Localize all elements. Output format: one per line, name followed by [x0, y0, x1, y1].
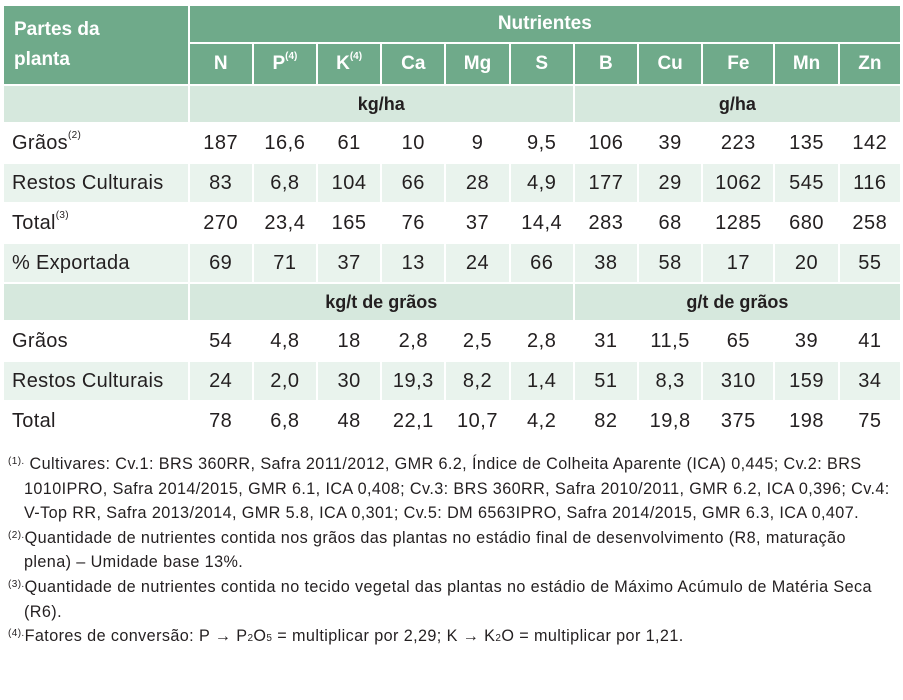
table-cell: 283 [574, 203, 638, 243]
table-cell: 78 [189, 401, 253, 441]
table-cell: 22,1 [381, 401, 445, 441]
table-cell: 51 [574, 361, 638, 401]
row-label-text: Grãos [12, 131, 68, 154]
element-symbol: Zn [858, 53, 882, 74]
table-cell: 34 [839, 361, 901, 401]
element-symbol: Mn [792, 53, 821, 74]
unit-spacer [4, 283, 189, 321]
row-footnote-ref: (2) [67, 129, 82, 141]
element-header-k [317, 43, 381, 85]
table-cell: 159 [774, 361, 838, 401]
table-cell: 38 [574, 243, 638, 283]
table-cell: 8,2 [445, 361, 509, 401]
element-symbol: Fe [727, 53, 750, 74]
table-cell: 4,2 [510, 401, 574, 441]
nutrient-table-figure [0, 6, 903, 646]
table-cell: 37 [317, 243, 381, 283]
element-header-zn [839, 43, 901, 85]
table-cell: 1062 [702, 163, 774, 203]
element-symbol: Ca [401, 53, 426, 74]
row-label [4, 163, 189, 203]
row-label [4, 243, 189, 283]
unit-spacer [4, 85, 189, 123]
table-cell: 75 [839, 401, 901, 441]
table-cell: 187 [189, 123, 253, 163]
footnote-1 [8, 452, 898, 526]
table-cell: 9,5 [510, 123, 574, 163]
table-cell: 4,9 [510, 163, 574, 203]
table-cell: 2,8 [510, 321, 574, 361]
row-footnote-ref: (3) [55, 209, 69, 221]
row-label-text: Restos Culturais [12, 171, 164, 194]
unit-row-2 [4, 283, 901, 321]
table-cell: 142 [839, 123, 901, 163]
row-label [4, 361, 189, 401]
row-label-text: Restos Culturais [12, 369, 164, 392]
row-label-text: Grãos [12, 329, 68, 352]
table-row [4, 321, 901, 361]
table-cell: 223 [702, 123, 774, 163]
table-cell: 37 [445, 203, 509, 243]
table-cell: 165 [317, 203, 381, 243]
table-cell: 19,8 [638, 401, 702, 441]
table-cell: 198 [774, 401, 838, 441]
table-cell: 4,8 [253, 321, 317, 361]
row-label [4, 321, 189, 361]
element-footnote-ref: (4) [285, 51, 298, 62]
table-cell: 8,3 [638, 361, 702, 401]
table-cell: 61 [317, 123, 381, 163]
table-cell: 29 [638, 163, 702, 203]
unit-macro-1: kg/ha [189, 85, 574, 123]
element-header-p [253, 43, 317, 85]
footnote-4 [8, 624, 898, 649]
table-cell: 2,8 [381, 321, 445, 361]
footnote-4-sub-p2: 2 [247, 633, 254, 645]
header-partes [4, 6, 189, 85]
table-cell: 76 [381, 203, 445, 243]
unit-macro-2: kg/t de grãos [189, 283, 574, 321]
element-header-s [510, 43, 574, 85]
element-symbol: P [272, 53, 286, 74]
table-cell: 66 [381, 163, 445, 203]
table-cell: 1,4 [510, 361, 574, 401]
table-cell: 1285 [702, 203, 774, 243]
table-row [4, 361, 901, 401]
table-cell: 13 [381, 243, 445, 283]
table-cell: 6,8 [253, 163, 317, 203]
footnotes [8, 452, 898, 649]
footnote-4-text-a: Fatores de conversão: P → P [24, 627, 248, 646]
table-cell: 83 [189, 163, 253, 203]
table-cell: 17 [702, 243, 774, 283]
element-header-fe [702, 43, 774, 85]
footnote-4-text-c: O = multiplicar por 1,21. [501, 627, 684, 646]
element-symbol: N [213, 53, 228, 74]
footnote-4-number: (4). [8, 628, 25, 640]
table-cell: 14,4 [510, 203, 574, 243]
table-cell: 31 [574, 321, 638, 361]
table-cell: 39 [774, 321, 838, 361]
row-label-text: % Exportada [12, 251, 130, 274]
row-label [4, 123, 189, 163]
footnote-3-text: Quantidade de nutrientes contida no tecido vegetal das plantas no estádio de Máximo Acúmulo de Matéria Seca (R6). [24, 577, 872, 621]
element-symbol: Cu [657, 53, 683, 74]
footnote-4-sub-k2: 2 [495, 633, 502, 645]
table-cell: 135 [774, 123, 838, 163]
table-cell: 65 [702, 321, 774, 361]
table-cell: 9 [445, 123, 509, 163]
footnote-3 [8, 575, 898, 624]
unit-row-1 [4, 85, 901, 123]
table-cell: 28 [445, 163, 509, 203]
table-row [4, 401, 901, 441]
table-row [4, 203, 901, 243]
table-cell: 680 [774, 203, 838, 243]
header-nutrientes: Nutrientes [189, 6, 901, 43]
table-cell: 41 [839, 321, 901, 361]
footnote-4-text-o: O [253, 627, 267, 646]
table-cell: 30 [317, 361, 381, 401]
table-cell: 23,4 [253, 203, 317, 243]
element-header-mg [445, 43, 509, 85]
footnote-1-number: (1). [8, 456, 25, 467]
element-header-mn [774, 43, 838, 85]
table-row [4, 243, 901, 283]
element-symbol: K [336, 53, 350, 74]
table-cell: 39 [638, 123, 702, 163]
table-cell: 24 [445, 243, 509, 283]
table-cell: 66 [510, 243, 574, 283]
table-cell: 55 [839, 243, 901, 283]
table-cell: 68 [638, 203, 702, 243]
table-cell: 58 [638, 243, 702, 283]
table-cell: 10,7 [445, 401, 509, 441]
table-cell: 106 [574, 123, 638, 163]
footnote-4-text-b: = multiplicar por 2,29; K → K [272, 627, 496, 646]
row-label-text: Total [12, 211, 56, 234]
footnote-4-sub-o5: 5 [266, 633, 273, 645]
table-cell: 18 [317, 321, 381, 361]
table-cell: 270 [189, 203, 253, 243]
table-row [4, 163, 901, 203]
footnote-2-text: Quantidade de nutrientes contida nos grãos das plantas no estádio final de desenvolvimento (R8, maturação plena) – Umidade base 13%. [24, 528, 846, 572]
table-cell: 48 [317, 401, 381, 441]
element-header-cu [638, 43, 702, 85]
table-cell: 2,5 [445, 321, 509, 361]
element-symbol: Mg [463, 53, 492, 74]
table-cell: 375 [702, 401, 774, 441]
header-partes-label: Partes da planta [14, 19, 100, 70]
table-cell: 11,5 [638, 321, 702, 361]
table-cell: 116 [839, 163, 901, 203]
table-cell: 71 [253, 243, 317, 283]
table-cell: 310 [702, 361, 774, 401]
row-label-text: Total [12, 409, 56, 432]
table-cell: 104 [317, 163, 381, 203]
table-cell: 545 [774, 163, 838, 203]
table-cell: 19,3 [381, 361, 445, 401]
table-cell: 2,0 [253, 361, 317, 401]
footnote-2 [8, 526, 898, 575]
element-header-ca [381, 43, 445, 85]
row-label [4, 401, 189, 441]
table-cell: 6,8 [253, 401, 317, 441]
table-row [4, 123, 901, 163]
element-symbol: B [599, 53, 613, 74]
unit-micro-1: g/ha [574, 85, 901, 123]
row-label [4, 203, 189, 243]
table-cell: 16,6 [253, 123, 317, 163]
table-cell: 69 [189, 243, 253, 283]
element-header-b [574, 43, 638, 85]
table-cell: 10 [381, 123, 445, 163]
table-cell: 258 [839, 203, 901, 243]
element-symbol: S [535, 53, 549, 74]
footnote-3-number: (3). [8, 578, 25, 590]
element-footnote-ref: (4) [349, 51, 363, 62]
table-body [4, 6, 901, 441]
unit-micro-2: g/t de grãos [574, 283, 901, 321]
table-cell: 24 [189, 361, 253, 401]
table-cell: 82 [574, 401, 638, 441]
table-cell: 20 [774, 243, 838, 283]
element-header-n [189, 43, 253, 85]
footnote-2-number: (2). [8, 529, 25, 541]
table-cell: 54 [189, 321, 253, 361]
footnote-1-text: Cultivares: Cv.1: BRS 360RR, Safra 2011/2012, GMR 6.2, Índice de Colheita Aparente (ICA) 0,445; Cv.2: BRS 1010IPRO, Safra 2014/2015, GMR 6.1, ICA 0,408; Cv.3: BRS 360RR, Safra 2010/2011, GMR 6.2, ICA 0,396; Cv.4: V-Top RR, Safra 2013/2014, GMR 5.8, ICA 0,301; Cv.5: DM 6563IPRO, Safra 2014/2015, GMR 6.3, ICA 0,407. [24, 455, 890, 523]
nutrient-table [4, 6, 902, 442]
table-cell: 177 [574, 163, 638, 203]
